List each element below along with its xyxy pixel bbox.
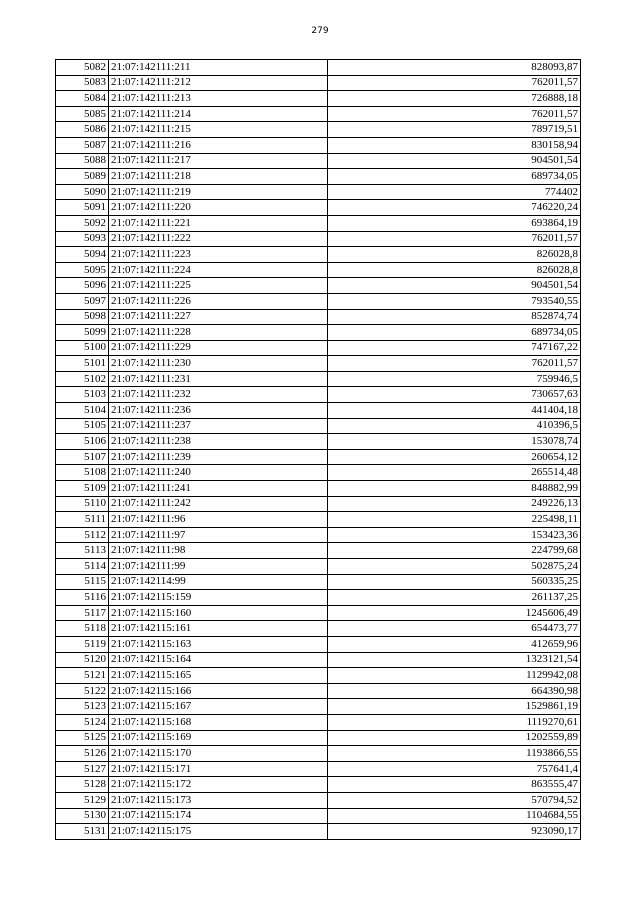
row-number-cell: 5129 — [56, 792, 109, 808]
table-row — [56, 824, 581, 840]
table-row — [56, 356, 581, 372]
value-cell: 762011,57 — [328, 356, 581, 372]
row-number-cell: 5087 — [56, 137, 109, 153]
table-row — [56, 325, 581, 341]
row-number-cell: 5113 — [56, 543, 109, 559]
value-cell: 826028,8 — [328, 262, 581, 278]
table-row — [56, 293, 581, 309]
table-row — [56, 465, 581, 481]
value-cell: 1193866,55 — [328, 746, 581, 762]
row-number-cell: 5109 — [56, 481, 109, 497]
table-row — [56, 215, 581, 231]
value-cell: 774402 — [328, 184, 581, 200]
cadastral-number-cell: 21:07:142111:240 — [109, 465, 328, 481]
table-row — [56, 418, 581, 434]
value-cell: 1529861,19 — [328, 699, 581, 715]
cadastral-number-cell: 21:07:142111:219 — [109, 184, 328, 200]
row-number-cell: 5118 — [56, 621, 109, 637]
value-cell: 747167,22 — [328, 340, 581, 356]
table-row — [56, 636, 581, 652]
row-number-cell: 5100 — [56, 340, 109, 356]
cadastral-number-cell: 21:07:142111:98 — [109, 543, 328, 559]
row-number-cell: 5108 — [56, 465, 109, 481]
table-row — [56, 792, 581, 808]
value-cell: 1129942,08 — [328, 668, 581, 684]
table-row — [56, 122, 581, 138]
cadastral-number-cell: 21:07:142115:166 — [109, 683, 328, 699]
cadastral-number-cell: 21:07:142111:218 — [109, 169, 328, 185]
cadastral-number-cell: 21:07:142115:172 — [109, 777, 328, 793]
table-row — [56, 60, 581, 76]
table-row — [56, 247, 581, 263]
value-cell: 260654,12 — [328, 449, 581, 465]
row-number-cell: 5105 — [56, 418, 109, 434]
table-row — [56, 75, 581, 91]
registry-table-body — [56, 60, 581, 840]
table-row — [56, 605, 581, 621]
row-number-cell: 5130 — [56, 808, 109, 824]
cadastral-number-cell: 21:07:142111:99 — [109, 559, 328, 575]
cadastral-number-cell: 21:07:142115:168 — [109, 714, 328, 730]
value-cell: 830158,94 — [328, 137, 581, 153]
value-cell: 249226,13 — [328, 496, 581, 512]
value-cell: 1104684,55 — [328, 808, 581, 824]
table-row — [56, 153, 581, 169]
row-number-cell: 5092 — [56, 215, 109, 231]
row-number-cell: 5131 — [56, 824, 109, 840]
row-number-cell: 5120 — [56, 652, 109, 668]
cadastral-number-cell: 21:07:142111:236 — [109, 403, 328, 419]
table-row — [56, 559, 581, 575]
value-cell: 654473,77 — [328, 621, 581, 637]
table-row — [56, 481, 581, 497]
value-cell: 923090,17 — [328, 824, 581, 840]
table-row — [56, 340, 581, 356]
table-row — [56, 512, 581, 528]
cadastral-number-cell: 21:07:142111:237 — [109, 418, 328, 434]
table-row — [56, 699, 581, 715]
cadastral-number-cell: 21:07:142111:224 — [109, 262, 328, 278]
row-number-cell: 5110 — [56, 496, 109, 512]
table-row — [56, 543, 581, 559]
value-cell: 826028,8 — [328, 247, 581, 263]
cadastral-number-cell: 21:07:142111:242 — [109, 496, 328, 512]
cadastral-number-cell: 21:07:142111:213 — [109, 91, 328, 107]
value-cell: 759946,5 — [328, 371, 581, 387]
row-number-cell: 5123 — [56, 699, 109, 715]
table-row — [56, 527, 581, 543]
cadastral-number-cell: 21:07:142111:223 — [109, 247, 328, 263]
row-number-cell: 5104 — [56, 403, 109, 419]
cadastral-number-cell: 21:07:142115:174 — [109, 808, 328, 824]
cadastral-number-cell: 21:07:142111:227 — [109, 309, 328, 325]
cadastral-number-cell: 21:07:142115:175 — [109, 824, 328, 840]
cadastral-number-cell: 21:07:142111:214 — [109, 106, 328, 122]
value-cell: 828093,87 — [328, 60, 581, 76]
table-row — [56, 200, 581, 216]
row-number-cell: 5099 — [56, 325, 109, 341]
value-cell: 664390,98 — [328, 683, 581, 699]
table-row — [56, 309, 581, 325]
row-number-cell: 5082 — [56, 60, 109, 76]
table-row — [56, 574, 581, 590]
value-cell: 852874,74 — [328, 309, 581, 325]
row-number-cell: 5119 — [56, 636, 109, 652]
table-row — [56, 169, 581, 185]
row-number-cell: 5117 — [56, 605, 109, 621]
table-row — [56, 668, 581, 684]
cadastral-number-cell: 21:07:142115:164 — [109, 652, 328, 668]
value-cell: 153423,36 — [328, 527, 581, 543]
table-row — [56, 746, 581, 762]
row-number-cell: 5101 — [56, 356, 109, 372]
table-row — [56, 496, 581, 512]
row-number-cell: 5085 — [56, 106, 109, 122]
table-row — [56, 371, 581, 387]
cadastral-number-cell: 21:07:142111:231 — [109, 371, 328, 387]
cadastral-number-cell: 21:07:142111:216 — [109, 137, 328, 153]
cadastral-number-cell: 21:07:142115:173 — [109, 792, 328, 808]
cadastral-number-cell: 21:07:142115:165 — [109, 668, 328, 684]
cadastral-number-cell: 21:07:142111:241 — [109, 481, 328, 497]
cadastral-number-cell: 21:07:142115:159 — [109, 590, 328, 606]
cadastral-number-cell: 21:07:142115:160 — [109, 605, 328, 621]
table-row — [56, 434, 581, 450]
row-number-cell: 5128 — [56, 777, 109, 793]
row-number-cell: 5114 — [56, 559, 109, 575]
row-number-cell: 5086 — [56, 122, 109, 138]
value-cell: 904501,54 — [328, 278, 581, 294]
row-number-cell: 5126 — [56, 746, 109, 762]
row-number-cell: 5124 — [56, 714, 109, 730]
table-row — [56, 278, 581, 294]
table-row — [56, 91, 581, 107]
value-cell: 757641,4 — [328, 761, 581, 777]
value-cell: 265514,48 — [328, 465, 581, 481]
registry-table — [55, 59, 581, 840]
value-cell: 1119270,61 — [328, 714, 581, 730]
value-cell: 693864,19 — [328, 215, 581, 231]
table-row — [56, 590, 581, 606]
cadastral-number-cell: 21:07:142111:220 — [109, 200, 328, 216]
cadastral-number-cell: 21:07:142111:225 — [109, 278, 328, 294]
row-number-cell: 5091 — [56, 200, 109, 216]
table-row — [56, 652, 581, 668]
row-number-cell: 5127 — [56, 761, 109, 777]
value-cell: 412659,96 — [328, 636, 581, 652]
cadastral-number-cell: 21:07:142111:228 — [109, 325, 328, 341]
table-row — [56, 808, 581, 824]
value-cell: 863555,47 — [328, 777, 581, 793]
cadastral-number-cell: 21:07:142111:238 — [109, 434, 328, 450]
row-number-cell: 5115 — [56, 574, 109, 590]
row-number-cell: 5097 — [56, 293, 109, 309]
table-row — [56, 621, 581, 637]
cadastral-number-cell: 21:07:142111:232 — [109, 387, 328, 403]
value-cell: 560335,25 — [328, 574, 581, 590]
value-cell: 689734,05 — [328, 169, 581, 185]
page-number: 279 — [311, 26, 329, 36]
value-cell: 848882,99 — [328, 481, 581, 497]
table-row — [56, 262, 581, 278]
value-cell: 762011,57 — [328, 106, 581, 122]
cadastral-number-cell: 21:07:142115:163 — [109, 636, 328, 652]
row-number-cell: 5096 — [56, 278, 109, 294]
value-cell: 153078,74 — [328, 434, 581, 450]
table-row — [56, 761, 581, 777]
value-cell: 1202559,89 — [328, 730, 581, 746]
row-number-cell: 5093 — [56, 231, 109, 247]
value-cell: 762011,57 — [328, 75, 581, 91]
row-number-cell: 5106 — [56, 434, 109, 450]
row-number-cell: 5098 — [56, 309, 109, 325]
cadastral-number-cell: 21:07:142115:161 — [109, 621, 328, 637]
value-cell: 441404,18 — [328, 403, 581, 419]
table-row — [56, 683, 581, 699]
row-number-cell: 5089 — [56, 169, 109, 185]
table-row — [56, 449, 581, 465]
cadastral-number-cell: 21:07:142111:226 — [109, 293, 328, 309]
table-row — [56, 184, 581, 200]
value-cell: 762011,57 — [328, 231, 581, 247]
row-number-cell: 5088 — [56, 153, 109, 169]
table-row — [56, 730, 581, 746]
cadastral-number-cell: 21:07:142111:229 — [109, 340, 328, 356]
cadastral-number-cell: 21:07:142111:211 — [109, 60, 328, 76]
value-cell: 570794,52 — [328, 792, 581, 808]
row-number-cell: 5122 — [56, 683, 109, 699]
cadastral-number-cell: 21:07:142111:230 — [109, 356, 328, 372]
cadastral-number-cell: 21:07:142111:222 — [109, 231, 328, 247]
value-cell: 502875,24 — [328, 559, 581, 575]
row-number-cell: 5103 — [56, 387, 109, 403]
value-cell: 726888,18 — [328, 91, 581, 107]
row-number-cell: 5083 — [56, 75, 109, 91]
value-cell: 789719,51 — [328, 122, 581, 138]
cadastral-number-cell: 21:07:142115:167 — [109, 699, 328, 715]
cadastral-number-cell: 21:07:142111:217 — [109, 153, 328, 169]
row-number-cell: 5102 — [56, 371, 109, 387]
value-cell: 224799,68 — [328, 543, 581, 559]
value-cell: 793540,55 — [328, 293, 581, 309]
table-row — [56, 231, 581, 247]
cadastral-number-cell: 21:07:142111:221 — [109, 215, 328, 231]
row-number-cell: 5084 — [56, 91, 109, 107]
value-cell: 1245606,49 — [328, 605, 581, 621]
row-number-cell: 5112 — [56, 527, 109, 543]
cadastral-number-cell: 21:07:142111:97 — [109, 527, 328, 543]
cadastral-number-cell: 21:07:142111:96 — [109, 512, 328, 528]
table-row — [56, 714, 581, 730]
row-number-cell: 5125 — [56, 730, 109, 746]
cadastral-number-cell: 21:07:142115:171 — [109, 761, 328, 777]
cadastral-number-cell: 21:07:142111:215 — [109, 122, 328, 138]
value-cell: 1323121,54 — [328, 652, 581, 668]
value-cell: 904501,54 — [328, 153, 581, 169]
value-cell: 730657,63 — [328, 387, 581, 403]
row-number-cell: 5121 — [56, 668, 109, 684]
table-row — [56, 777, 581, 793]
row-number-cell: 5107 — [56, 449, 109, 465]
table-row — [56, 137, 581, 153]
value-cell: 410396,5 — [328, 418, 581, 434]
value-cell: 261137,25 — [328, 590, 581, 606]
cadastral-number-cell: 21:07:142115:169 — [109, 730, 328, 746]
row-number-cell: 5094 — [56, 247, 109, 263]
row-number-cell: 5111 — [56, 512, 109, 528]
cadastral-number-cell: 21:07:142114:99 — [109, 574, 328, 590]
cadastral-number-cell: 21:07:142115:170 — [109, 746, 328, 762]
table-row — [56, 403, 581, 419]
value-cell: 746220,24 — [328, 200, 581, 216]
value-cell: 225498,11 — [328, 512, 581, 528]
table-row — [56, 106, 581, 122]
row-number-cell: 5116 — [56, 590, 109, 606]
cadastral-number-cell: 21:07:142111:239 — [109, 449, 328, 465]
value-cell: 689734,05 — [328, 325, 581, 341]
row-number-cell: 5095 — [56, 262, 109, 278]
table-row — [56, 387, 581, 403]
row-number-cell: 5090 — [56, 184, 109, 200]
cadastral-number-cell: 21:07:142111:212 — [109, 75, 328, 91]
